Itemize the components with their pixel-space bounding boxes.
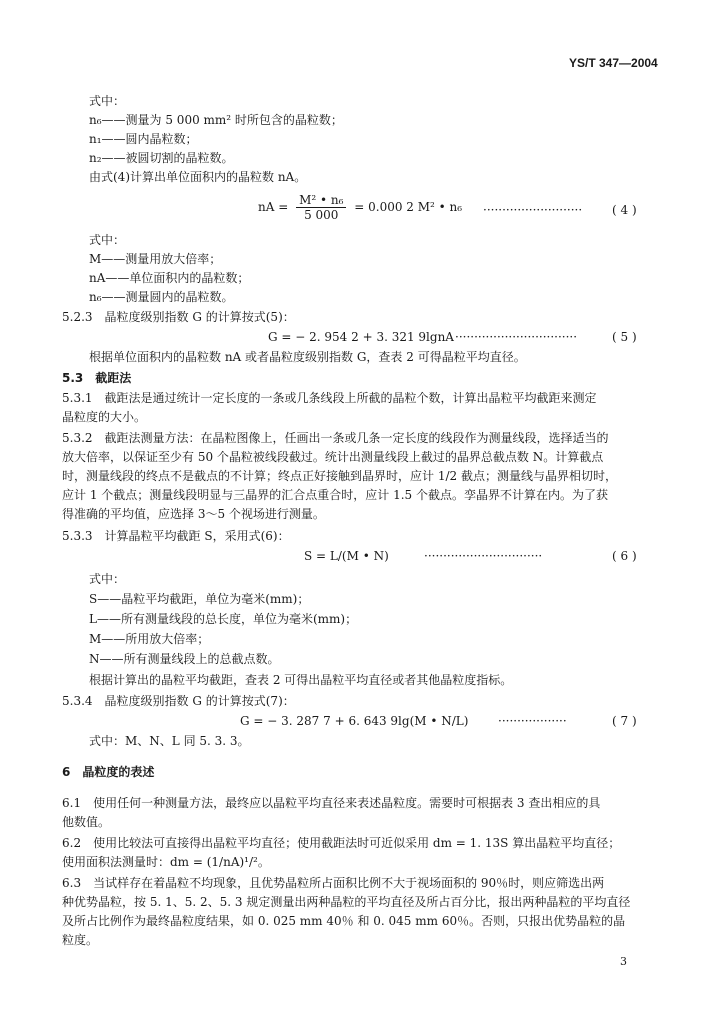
paragraph-line: 式中：M、N、L 同 5. 3. 3。: [89, 734, 250, 748]
paragraph-line: 5.3.2 截距法测量方法：在晶粒图像上，任画出一条或几条一定长度的线段作为测量线段，选择适当的: [62, 431, 609, 445]
equation-leader-dots: ·······························: [424, 549, 543, 563]
equation-number: ( 5 ): [612, 330, 637, 344]
equation-4: [258, 193, 462, 222]
where-label: 式中：: [89, 94, 126, 108]
paragraph-line: 种优势晶粒，按 5. 1、5. 2、5. 3 规定测量出两种晶粒的平均直径及所占百分比，报出两种晶粒的平均直径: [62, 895, 631, 909]
paragraph-line: 5.3.1 截距法是通过统计一定长度的一条或几条线段上所截的晶粒个数，计算出晶粒平均截距来测定: [62, 391, 597, 405]
standard-code: YS/T 347—2004: [569, 56, 658, 70]
equation-number: ( 7 ): [612, 714, 637, 728]
variable-definition: M——测量用放大倍率；: [89, 252, 222, 266]
where-label: 式中：: [89, 572, 126, 586]
clause-5-2-3: 5.2.3 晶粒度级别指数 G 的计算按式(5)：: [62, 310, 295, 324]
paragraph-line: 根据计算出的晶粒平均截距，查表 2 可得出晶粒平均直径或者其他晶粒度指标。: [89, 673, 513, 687]
variable-definition: nA——单位面积内的晶粒数；: [89, 271, 250, 285]
fraction-numerator: M² • n₆: [296, 193, 346, 208]
section-heading: 6 晶粒度的表述: [62, 765, 155, 779]
variable-definition: M——所用放大倍率；: [89, 632, 210, 646]
equation-number: ( 4 ): [612, 203, 637, 217]
where-label: 式中：: [89, 233, 126, 247]
paragraph-line: 晶粒度的大小。: [62, 410, 147, 424]
variable-definition: n₆——测量圆内的晶粒数。: [89, 290, 234, 304]
equation-5: G = − 2. 954 2 + 3. 321 9lgnA: [268, 330, 454, 344]
equation-leader-dots: ································: [455, 330, 578, 344]
paragraph-line: 由式(4)计算出单位面积内的晶粒数 nA。: [89, 170, 307, 184]
paragraph-line: 时，测量线段的终点不是截点的不计算；终点正好接触到晶界时，应计 1/2 截点；测量线与晶界相切时，: [62, 469, 617, 483]
equation-number: ( 6 ): [612, 549, 637, 563]
section-heading: 5.3 截距法: [62, 371, 132, 385]
paragraph-line: 6.1 使用任何一种测量方法，最终应以晶粒平均直径来表述晶粒度。需要时可根据表 3 查出相应的具: [62, 796, 601, 810]
paragraph-line: 得准确的平均值，应选择 3～5 个视场进行测量。: [62, 507, 325, 521]
equation-lhs: nA =: [258, 200, 289, 214]
equation-leader-dots: ··························: [483, 203, 583, 217]
clause-5-3-3: 5.3.3 计算晶粒平均截距 S，采用式(6)：: [62, 529, 290, 543]
fraction-denominator: 5 000: [304, 208, 339, 222]
paragraph-line: 他数值。: [62, 815, 111, 829]
paragraph-line: 使用面积法测量时：dm = (1/nA)¹/²。: [62, 855, 270, 869]
variable-definition: L——所有测量线段的总长度，单位为毫米(mm)；: [89, 612, 358, 626]
paragraph-line: 应计 1 个截点；测量线段明显与三晶界的汇合点重合时，应计 1.5 个截点。孪晶界不计算在内。为了获: [62, 488, 608, 502]
variable-definition: N——所有测量线段上的总截点数。: [89, 652, 280, 666]
paragraph-line: 6.2 使用比较法可直接得出晶粒平均直径；使用截距法时可近似采用 dm = 1. 13S 算出晶粒平均直径；: [62, 836, 621, 850]
equation-fraction: [296, 193, 346, 222]
equation-7: G = − 3. 287 7 + 6. 643 9lg(M • N/L): [240, 714, 469, 728]
variable-definition: n₆——测量为 5 000 mm² 时所包含的晶粒数；: [89, 113, 343, 127]
clause-5-3-4: 5.3.4 晶粒度级别指数 G 的计算按式(7)：: [62, 694, 295, 708]
variable-definition: n₂——被圆切割的晶粒数。: [89, 151, 234, 165]
paragraph-line: 根据单位面积内的晶粒数 nA 或者晶粒度级别指数 G，查表 2 可得晶粒平均直径。: [89, 350, 526, 364]
variable-definition: n₁——圆内晶粒数；: [89, 132, 198, 146]
variable-definition: S——晶粒平均截距，单位为毫米(mm)；: [89, 592, 310, 606]
paragraph-line: 放大倍率，以保证至少有 50 个晶粒被线段截过。统计出测量线段上截过的晶界总截点数 N。计算截点: [62, 450, 604, 464]
paragraph-line: 及所占比例作为最终晶粒度结果，如 0. 025 mm 40％ 和 0. 045 mm 60％。否则，只报出优势晶粒的晶: [62, 914, 626, 928]
equation-leader-dots: ··················: [498, 714, 567, 728]
page-number: 3: [620, 955, 627, 968]
paragraph-line: 6.3 当试样存在着晶粒不均现象，且优势晶粒所占面积比例不大于视场面积的 90％时，则应筛选出两: [62, 876, 605, 890]
equation-rhs: = 0.000 2 M² • n₆: [354, 200, 463, 214]
equation-6: S = L/(M • N): [304, 549, 389, 563]
paragraph-line: 粒度。: [62, 933, 99, 947]
